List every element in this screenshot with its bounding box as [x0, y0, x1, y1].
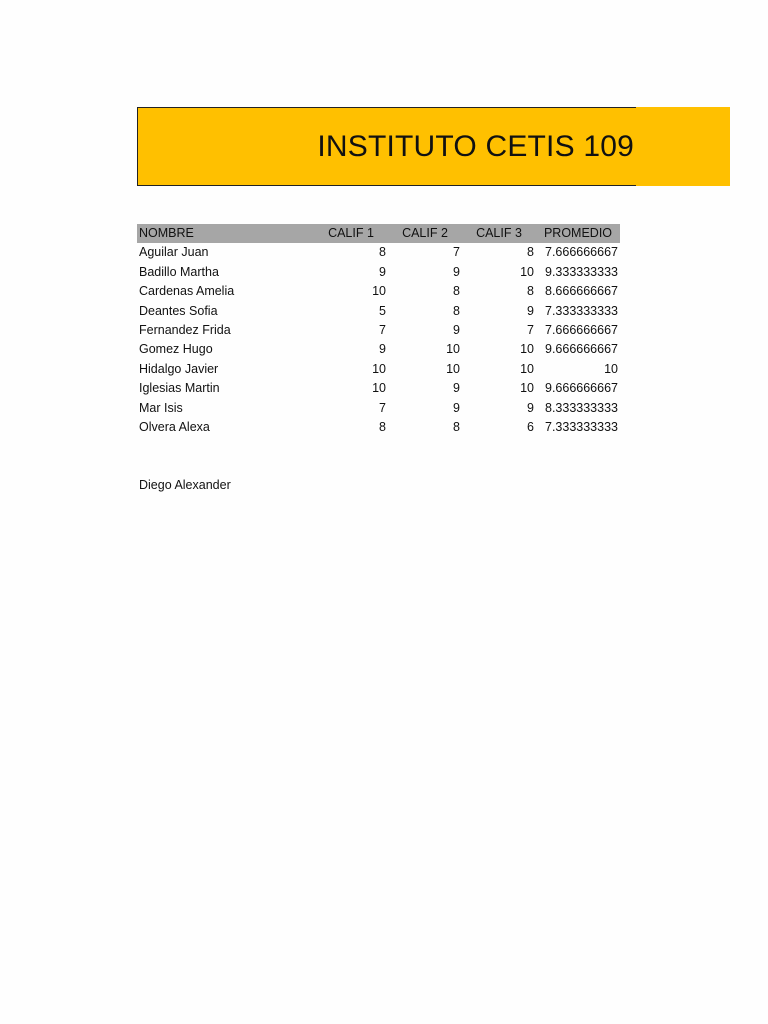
- cell-nombre: Aguilar Juan: [139, 245, 209, 260]
- cell-calif2: 8: [453, 284, 460, 299]
- table-row: [137, 360, 620, 379]
- cell-nombre: Mar Isis: [139, 400, 183, 415]
- cell-nombre: Cardenas Amelia: [139, 284, 235, 299]
- cell-calif3: 10: [520, 342, 534, 357]
- cell-calif1: 10: [372, 284, 386, 299]
- cell-calif2: 8: [453, 420, 460, 435]
- table-header-row: [137, 224, 620, 243]
- table-row: [137, 282, 620, 301]
- column-header-nombre: NOMBRE: [139, 226, 194, 240]
- cell-calif2: 7: [453, 245, 460, 260]
- cell-calif2: 9: [453, 264, 460, 279]
- cell-calif3: 10: [520, 264, 534, 279]
- cell-promedio: 8.333333333: [545, 400, 618, 415]
- cell-calif2: 10: [446, 342, 460, 357]
- column-header-calif1: CALIF 1: [328, 226, 374, 240]
- cell-calif2: 9: [453, 400, 460, 415]
- cell-calif1: 7: [379, 400, 386, 415]
- cell-calif3: 10: [520, 381, 534, 396]
- table-row: [137, 340, 620, 359]
- cell-calif2: 8: [453, 303, 460, 318]
- cell-calif2: 9: [453, 323, 460, 338]
- page-title: INSTITUTO CETIS 109: [317, 130, 634, 163]
- cell-calif3: 9: [527, 303, 534, 318]
- table-row: [137, 243, 620, 262]
- column-header-calif3: CALIF 3: [476, 226, 522, 240]
- cell-promedio: 8.666666667: [545, 284, 618, 299]
- cell-calif1: 10: [372, 381, 386, 396]
- cell-promedio: 7.666666667: [545, 323, 618, 338]
- cell-calif2: 10: [446, 361, 460, 376]
- cell-calif3: 8: [527, 284, 534, 299]
- cell-calif1: 8: [379, 245, 386, 260]
- cell-calif3: 7: [527, 323, 534, 338]
- cell-nombre: Olvera Alexa: [139, 420, 210, 435]
- cell-promedio: 7.666666667: [545, 245, 618, 260]
- table-row: [137, 263, 620, 282]
- column-header-promedio: PROMEDIO: [543, 226, 613, 240]
- cell-promedio: 9.666666667: [545, 381, 618, 396]
- cell-calif2: 9: [453, 381, 460, 396]
- cell-calif1: 10: [372, 361, 386, 376]
- table-row: [137, 302, 620, 321]
- cell-promedio: 9.333333333: [545, 264, 618, 279]
- cell-promedio: 9.666666667: [545, 342, 618, 357]
- cell-promedio: 7.333333333: [545, 303, 618, 318]
- cell-nombre: Gomez Hugo: [139, 342, 213, 357]
- table-row: [137, 418, 620, 437]
- cell-nombre: Deantes Sofia: [139, 303, 218, 318]
- cell-nombre: Badillo Martha: [139, 264, 219, 279]
- cell-calif1: 9: [379, 342, 386, 357]
- table-row: [137, 399, 620, 418]
- cell-calif3: 6: [527, 420, 534, 435]
- cell-promedio: 10: [604, 361, 618, 376]
- table-row: [137, 379, 620, 398]
- cell-calif1: 8: [379, 420, 386, 435]
- cell-calif3: 8: [527, 245, 534, 260]
- cell-calif3: 10: [520, 361, 534, 376]
- cell-calif1: 5: [379, 303, 386, 318]
- column-header-calif2: CALIF 2: [402, 226, 448, 240]
- cell-calif3: 9: [527, 400, 534, 415]
- cell-calif1: 7: [379, 323, 386, 338]
- table-row: [137, 321, 620, 340]
- grades-table: [137, 224, 620, 437]
- cell-nombre: Hidalgo Javier: [139, 361, 219, 376]
- cell-calif1: 9: [379, 264, 386, 279]
- cell-nombre: Iglesias Martin: [139, 381, 220, 396]
- author-name: Diego Alexander: [139, 478, 231, 492]
- cell-promedio: 7.333333333: [545, 420, 618, 435]
- cell-nombre: Fernandez Frida: [139, 323, 231, 338]
